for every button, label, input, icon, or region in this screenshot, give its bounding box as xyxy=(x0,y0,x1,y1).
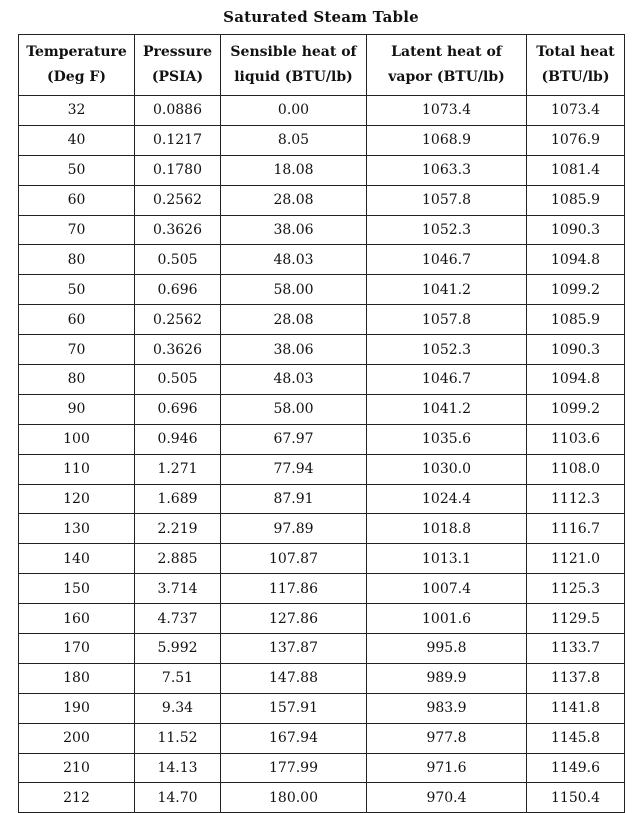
table-row xyxy=(19,514,625,544)
cell-latent-heat: 1035.6 xyxy=(367,424,527,454)
cell-latent-heat: 1013.1 xyxy=(367,544,527,574)
cell-latent-heat: 1057.8 xyxy=(367,305,527,335)
cell-sensible-heat: 87.91 xyxy=(221,484,367,514)
table-row xyxy=(19,424,625,454)
cell-sensible-heat: 48.03 xyxy=(221,365,367,395)
column-header-line: (BTU/lb) xyxy=(541,69,610,85)
cell-total-heat: 1090.3 xyxy=(527,335,625,365)
cell-pressure: 5.992 xyxy=(135,634,221,664)
table-row xyxy=(19,604,625,634)
cell-sensible-heat: 67.97 xyxy=(221,424,367,454)
cell-pressure: 0.2562 xyxy=(135,185,221,215)
cell-pressure: 0.696 xyxy=(135,275,221,305)
cell-pressure: 2.885 xyxy=(135,544,221,574)
cell-total-heat: 1125.3 xyxy=(527,574,625,604)
cell-temperature: 210 xyxy=(19,753,135,783)
cell-latent-heat: 1046.7 xyxy=(367,365,527,395)
cell-sensible-heat: 0.00 xyxy=(221,96,367,126)
cell-total-heat: 1073.4 xyxy=(527,96,625,126)
cell-latent-heat: 1001.6 xyxy=(367,604,527,634)
cell-sensible-heat: 8.05 xyxy=(221,125,367,155)
column-header-temperature xyxy=(19,35,135,96)
cell-latent-heat: 970.4 xyxy=(367,783,527,813)
cell-latent-heat: 1052.3 xyxy=(367,335,527,365)
cell-latent-heat: 1057.8 xyxy=(367,185,527,215)
column-header-latent-heat xyxy=(367,35,527,96)
table-row xyxy=(19,365,625,395)
cell-sensible-heat: 180.00 xyxy=(221,783,367,813)
cell-temperature: 170 xyxy=(19,634,135,664)
cell-temperature: 60 xyxy=(19,305,135,335)
cell-latent-heat: 1018.8 xyxy=(367,514,527,544)
cell-latent-heat: 1052.3 xyxy=(367,215,527,245)
cell-temperature: 130 xyxy=(19,514,135,544)
cell-total-heat: 1090.3 xyxy=(527,215,625,245)
cell-temperature: 190 xyxy=(19,693,135,723)
cell-temperature: 50 xyxy=(19,275,135,305)
cell-total-heat: 1137.8 xyxy=(527,663,625,693)
column-header-line: Pressure xyxy=(142,44,213,60)
cell-latent-heat: 1063.3 xyxy=(367,155,527,185)
cell-sensible-heat: 38.06 xyxy=(221,335,367,365)
cell-sensible-heat: 77.94 xyxy=(221,454,367,484)
cell-sensible-heat: 147.88 xyxy=(221,663,367,693)
cell-temperature: 32 xyxy=(19,96,135,126)
cell-sensible-heat: 117.86 xyxy=(221,574,367,604)
table-row xyxy=(19,155,625,185)
cell-total-heat: 1094.8 xyxy=(527,245,625,275)
cell-sensible-heat: 28.08 xyxy=(221,305,367,335)
cell-pressure: 0.696 xyxy=(135,394,221,424)
column-header-sensible-heat xyxy=(221,35,367,96)
cell-sensible-heat: 177.99 xyxy=(221,753,367,783)
column-header-line: (Deg F) xyxy=(47,69,106,85)
table-row xyxy=(19,693,625,723)
cell-sensible-heat: 18.08 xyxy=(221,155,367,185)
cell-temperature: 100 xyxy=(19,424,135,454)
cell-latent-heat: 1041.2 xyxy=(367,394,527,424)
cell-total-heat: 1099.2 xyxy=(527,394,625,424)
cell-total-heat: 1085.9 xyxy=(527,305,625,335)
column-header-line: Latent heat of xyxy=(391,44,502,60)
cell-temperature: 70 xyxy=(19,335,135,365)
cell-total-heat: 1149.6 xyxy=(527,753,625,783)
cell-temperature: 150 xyxy=(19,574,135,604)
cell-pressure: 0.1217 xyxy=(135,125,221,155)
cell-latent-heat: 1007.4 xyxy=(367,574,527,604)
cell-temperature: 80 xyxy=(19,245,135,275)
cell-pressure: 11.52 xyxy=(135,723,221,753)
cell-temperature: 80 xyxy=(19,365,135,395)
cell-total-heat: 1133.7 xyxy=(527,634,625,664)
cell-total-heat: 1094.8 xyxy=(527,365,625,395)
steam-table xyxy=(18,34,625,813)
table-row xyxy=(19,305,625,335)
cell-pressure: 2.219 xyxy=(135,514,221,544)
table-row xyxy=(19,634,625,664)
cell-total-heat: 1141.8 xyxy=(527,693,625,723)
column-header-total-heat xyxy=(527,35,625,96)
cell-latent-heat: 1030.0 xyxy=(367,454,527,484)
cell-total-heat: 1085.9 xyxy=(527,185,625,215)
column-header-line: (PSIA) xyxy=(151,69,204,85)
cell-latent-heat: 989.9 xyxy=(367,663,527,693)
table-row xyxy=(19,544,625,574)
cell-pressure: 14.70 xyxy=(135,783,221,813)
table-caption: Saturated Steam Table xyxy=(223,8,419,26)
cell-total-heat: 1103.6 xyxy=(527,424,625,454)
cell-temperature: 70 xyxy=(19,215,135,245)
table-row xyxy=(19,783,625,813)
cell-latent-heat: 971.6 xyxy=(367,753,527,783)
cell-pressure: 1.271 xyxy=(135,454,221,484)
cell-total-heat: 1108.0 xyxy=(527,454,625,484)
table-row xyxy=(19,185,625,215)
table-row xyxy=(19,753,625,783)
cell-total-heat: 1076.9 xyxy=(527,125,625,155)
column-header-pressure xyxy=(135,35,221,96)
cell-temperature: 140 xyxy=(19,544,135,574)
column-header-line: vapor (BTU/lb) xyxy=(388,69,505,85)
cell-total-heat: 1099.2 xyxy=(527,275,625,305)
cell-pressure: 1.689 xyxy=(135,484,221,514)
cell-temperature: 110 xyxy=(19,454,135,484)
cell-total-heat: 1150.4 xyxy=(527,783,625,813)
cell-pressure: 0.946 xyxy=(135,424,221,454)
table-row xyxy=(19,394,625,424)
cell-sensible-heat: 28.08 xyxy=(221,185,367,215)
cell-sensible-heat: 58.00 xyxy=(221,275,367,305)
cell-sensible-heat: 167.94 xyxy=(221,723,367,753)
cell-temperature: 212 xyxy=(19,783,135,813)
cell-latent-heat: 1041.2 xyxy=(367,275,527,305)
cell-latent-heat: 1046.7 xyxy=(367,245,527,275)
cell-total-heat: 1081.4 xyxy=(527,155,625,185)
cell-total-heat: 1145.8 xyxy=(527,723,625,753)
cell-total-heat: 1112.3 xyxy=(527,484,625,514)
cell-pressure: 0.505 xyxy=(135,245,221,275)
cell-sensible-heat: 97.89 xyxy=(221,514,367,544)
cell-latent-heat: 1073.4 xyxy=(367,96,527,126)
table-row xyxy=(19,723,625,753)
table-header xyxy=(19,35,625,96)
cell-total-heat: 1116.7 xyxy=(527,514,625,544)
cell-temperature: 180 xyxy=(19,663,135,693)
cell-pressure: 0.505 xyxy=(135,365,221,395)
table-row xyxy=(19,663,625,693)
cell-sensible-heat: 127.86 xyxy=(221,604,367,634)
cell-total-heat: 1121.0 xyxy=(527,544,625,574)
cell-total-heat: 1129.5 xyxy=(527,604,625,634)
header-row xyxy=(19,35,625,96)
cell-sensible-heat: 137.87 xyxy=(221,634,367,664)
cell-pressure: 14.13 xyxy=(135,753,221,783)
cell-sensible-heat: 38.06 xyxy=(221,215,367,245)
cell-sensible-heat: 107.87 xyxy=(221,544,367,574)
cell-pressure: 0.0886 xyxy=(135,96,221,126)
cell-pressure: 0.3626 xyxy=(135,215,221,245)
cell-pressure: 4.737 xyxy=(135,604,221,634)
cell-latent-heat: 1024.4 xyxy=(367,484,527,514)
table-row xyxy=(19,335,625,365)
cell-latent-heat: 983.9 xyxy=(367,693,527,723)
cell-latent-heat: 977.8 xyxy=(367,723,527,753)
column-header-line: Sensible heat of xyxy=(230,44,357,60)
cell-sensible-heat: 58.00 xyxy=(221,394,367,424)
table-row xyxy=(19,215,625,245)
cell-latent-heat: 1068.9 xyxy=(367,125,527,155)
cell-pressure: 9.34 xyxy=(135,693,221,723)
cell-pressure: 0.1780 xyxy=(135,155,221,185)
cell-temperature: 160 xyxy=(19,604,135,634)
column-header-line: Total heat xyxy=(536,44,615,60)
column-header-line: liquid (BTU/lb) xyxy=(234,69,353,85)
table-row xyxy=(19,454,625,484)
cell-temperature: 40 xyxy=(19,125,135,155)
cell-temperature: 120 xyxy=(19,484,135,514)
table-row xyxy=(19,125,625,155)
cell-temperature: 60 xyxy=(19,185,135,215)
table-row xyxy=(19,96,625,126)
table-row xyxy=(19,574,625,604)
cell-latent-heat: 995.8 xyxy=(367,634,527,664)
table-row xyxy=(19,484,625,514)
cell-pressure: 0.3626 xyxy=(135,335,221,365)
table-body xyxy=(19,96,625,813)
column-header-line: Temperature xyxy=(26,44,127,60)
table-row xyxy=(19,275,625,305)
cell-temperature: 90 xyxy=(19,394,135,424)
table-row xyxy=(19,245,625,275)
cell-temperature: 200 xyxy=(19,723,135,753)
cell-sensible-heat: 157.91 xyxy=(221,693,367,723)
cell-pressure: 3.714 xyxy=(135,574,221,604)
cell-sensible-heat: 48.03 xyxy=(221,245,367,275)
cell-pressure: 7.51 xyxy=(135,663,221,693)
cell-pressure: 0.2562 xyxy=(135,305,221,335)
cell-temperature: 50 xyxy=(19,155,135,185)
